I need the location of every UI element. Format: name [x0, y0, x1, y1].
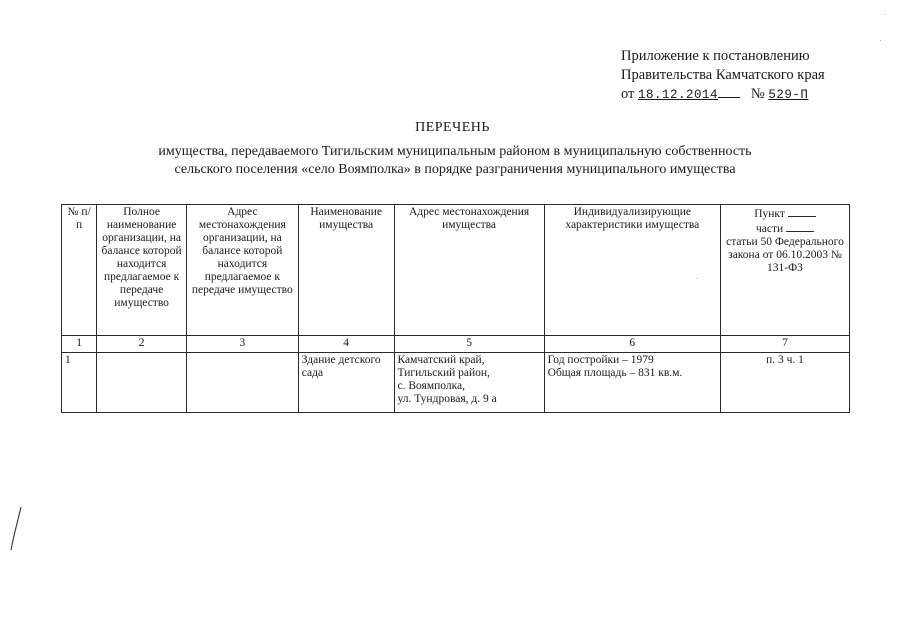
scan-speck	[884, 14, 885, 15]
law-point-blank	[788, 206, 816, 217]
header-cell-property-address: Адрес местонахождения имущества	[394, 205, 544, 336]
column-number: 6	[544, 336, 720, 353]
header-line-2: Правительства Камчатского края	[621, 67, 825, 83]
subtitle-line-2: сельского поселения «село Воямполка» в порядке разграничения муниципального имущества	[174, 162, 736, 177]
property-address-cell	[394, 353, 544, 413]
header-cell-property-name: Наименование имущества	[298, 205, 394, 336]
scan-speck	[880, 40, 881, 41]
property-table	[61, 204, 850, 413]
address-line: Тигильский район,	[397, 367, 490, 379]
table-header-row	[62, 205, 850, 336]
column-number: 3	[186, 336, 298, 353]
number-prefix: №	[750, 86, 765, 102]
decree-date: 18.12.2014	[638, 88, 719, 102]
column-number: 7	[720, 336, 849, 353]
characteristic-line: Общая площадь – 831 кв.м.	[547, 367, 683, 379]
org-name-cell	[97, 353, 187, 413]
decree-number: 529-П	[768, 88, 809, 102]
header-cell-law-point	[720, 205, 849, 336]
column-number: 4	[298, 336, 394, 353]
header-line-1: Приложение к постановлению	[621, 48, 810, 64]
address-line: Камчатский край,	[397, 354, 485, 366]
law-point-cell: п. 3 ч. 1	[720, 353, 849, 413]
org-address-cell	[186, 353, 298, 413]
address-line: с. Воямполка,	[397, 380, 466, 392]
column-number: 1	[62, 336, 97, 353]
address-line: ул. Тундровая, д. 9 а	[397, 393, 497, 405]
row-number: 1	[62, 353, 97, 413]
date-prefix: от	[621, 86, 635, 102]
pen-stroke-mark	[9, 506, 23, 552]
scan-speck	[697, 278, 698, 279]
column-number: 2	[97, 336, 187, 353]
column-number: 5	[394, 336, 544, 353]
characteristics-cell	[544, 353, 720, 413]
header-cell-org-name: Полное наименование организации, на балансе которой находится предлагаемое к передаче имущество	[97, 205, 187, 336]
law-part-blank	[786, 221, 814, 232]
law-point-label: Пункт	[754, 208, 785, 220]
date-underline	[718, 85, 740, 98]
header-cell-characteristics: Индивидуализирующие характеристики имущества	[544, 205, 720, 336]
header-date-line	[621, 85, 825, 105]
header-cell-org-address: Адрес местонахождения организации, на балансе которой находится предлагаемое к передаче имущество	[186, 205, 298, 336]
table-row	[62, 353, 850, 413]
characteristic-line: Год постройки – 1979	[547, 354, 654, 366]
subtitle-line-1: имущества, передаваемого Тигильским муниципальным районом в муниципальную собственность	[158, 144, 752, 159]
property-name-cell: Здание детского сада	[298, 353, 394, 413]
header-cell-number: № п/п	[62, 205, 97, 336]
column-number-row	[62, 336, 850, 353]
law-part-label: части	[755, 223, 784, 235]
law-article-label: статьи 50 Федерального закона от 06.10.2003 № 131-ФЗ	[726, 236, 844, 274]
document-header	[621, 47, 825, 105]
document-title: ПЕРЕЧЕНЬ	[415, 120, 490, 135]
document-subtitle	[60, 143, 850, 179]
